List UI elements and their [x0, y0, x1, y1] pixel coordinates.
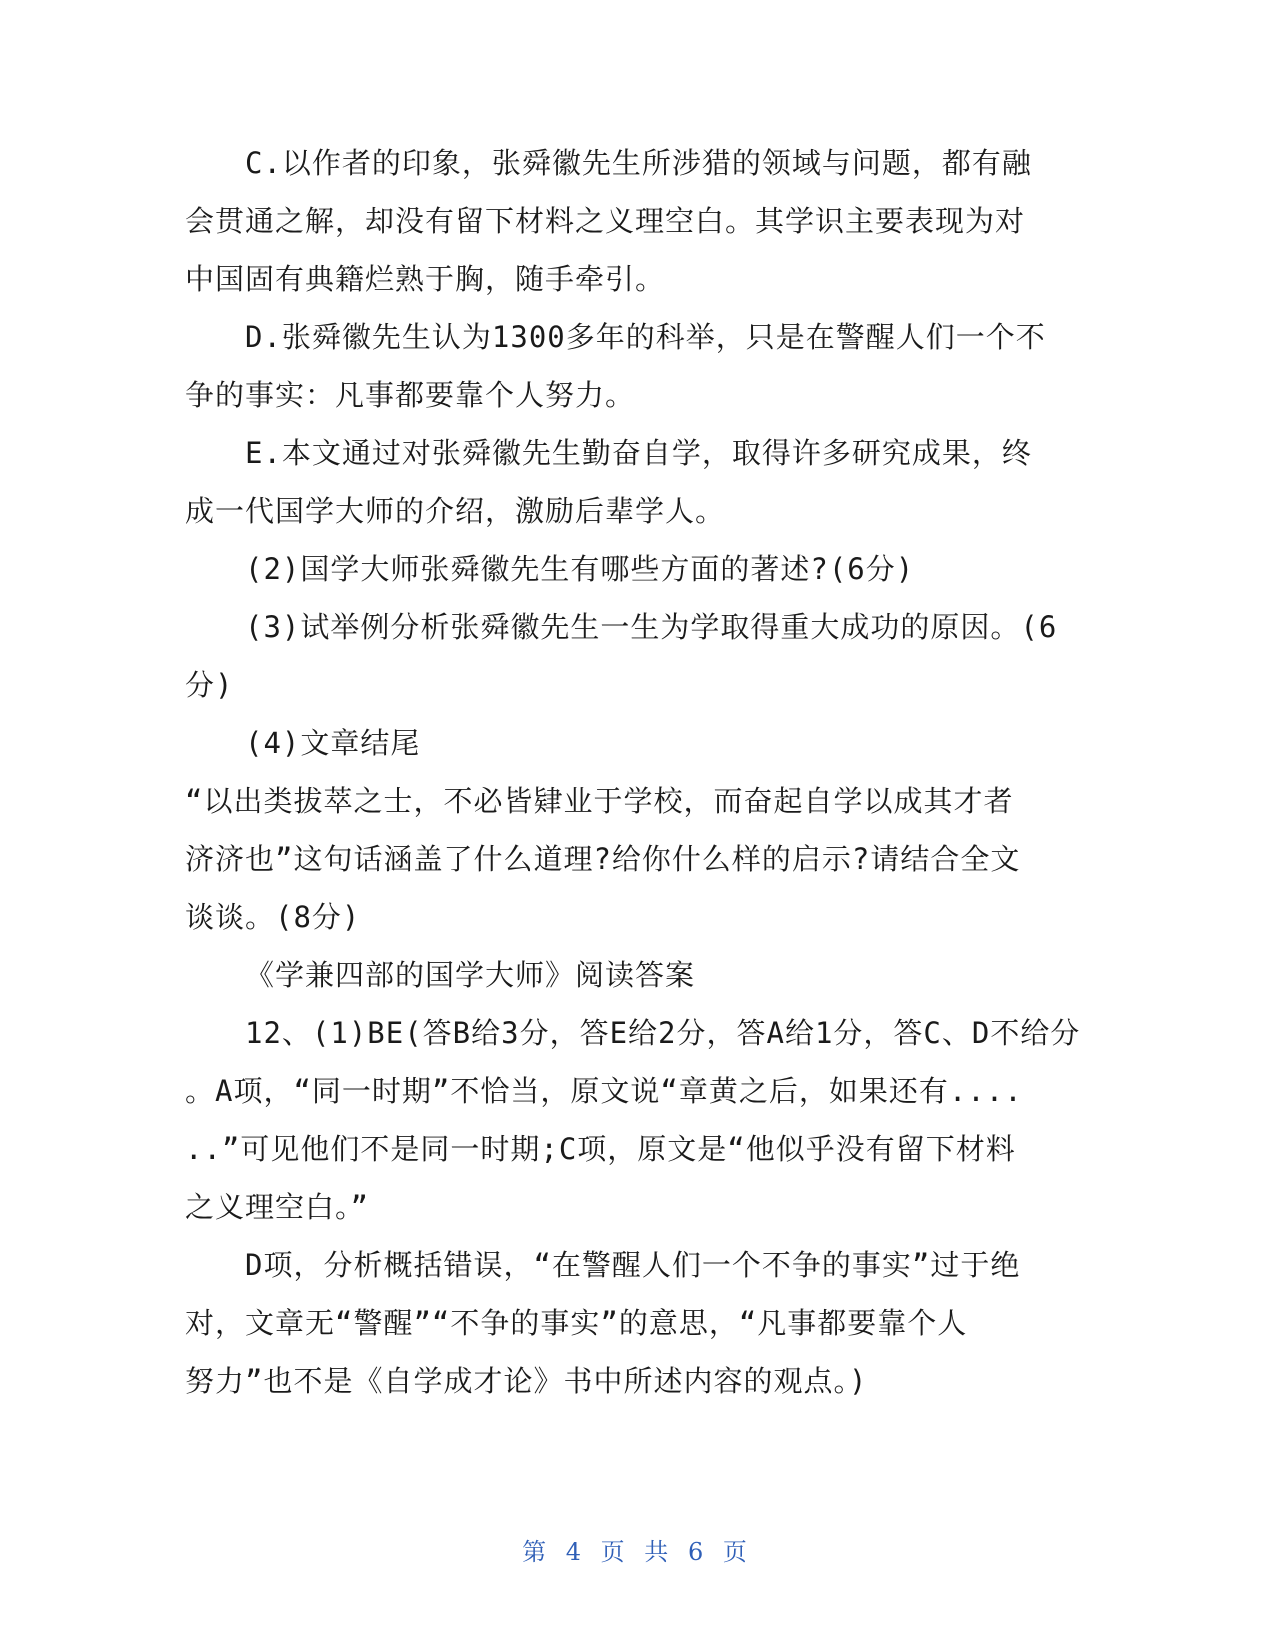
question-3-line-1: (3)试举例分析张舜徽先生一生为学取得重大成功的原因。(6: [245, 610, 1058, 644]
answer-12-line-2: 。A项，“同一时期”不恰当，原文说“章黄之后，如果还有....: [185, 1074, 1023, 1108]
answer-d-line-3: 努力”也不是《自学成才论》书中所述内容的观点。): [185, 1364, 868, 1398]
answer-heading: 《学兼四部的国学大师》阅读答案: [245, 958, 696, 992]
option-c-line-1: C.以作者的印象，张舜徽先生所涉猎的领域与问题，都有融: [245, 146, 1032, 180]
question-4-line-1: (4)文章结尾: [245, 726, 421, 760]
question-3-line-2: 分): [185, 668, 234, 702]
question-4-line-2: “以出类拔萃之士，不必皆肄业于学校，而奋起自学以成其才者: [185, 784, 1014, 818]
answer-d-line-1: D项，分析概括错误，“在警醒人们一个不争的事实”过于绝: [245, 1248, 1021, 1282]
answer-d-line-2: 对，文章无“警醒”“不争的事实”的意思，“凡事都要靠个人: [185, 1306, 968, 1340]
page-number-footer: 第 4 页 共 6 页: [522, 1538, 753, 1566]
answer-12-line-3: ..”可见他们不是同一时期;C项，原文是“他似乎没有留下材料: [185, 1132, 1016, 1166]
option-e-line-2: 成一代国学大师的介绍，激励后辈学人。: [185, 494, 726, 528]
option-d-line-1: D.张舜徽先生认为1300多年的科举，只是在警醒人们一个不: [245, 320, 1046, 354]
option-c-line-3: 中国固有典籍烂熟于胸，随手牵引。: [185, 262, 666, 296]
question-2: (2)国学大师张舜徽先生有哪些方面的著述?(6分): [245, 552, 915, 586]
answer-12-line-4: 之义理空白。”: [185, 1190, 369, 1224]
option-d-line-2: 争的事实：凡事都要靠个人努力。: [185, 378, 636, 412]
answer-12-line-1: 12、(1)BE(答B给3分，答E给2分，答A给1分，答C、D不给分: [245, 1016, 1081, 1050]
option-e-line-1: E.本文通过对张舜徽先生勤奋自学，取得许多研究成果，终: [245, 436, 1032, 470]
option-c-line-2: 会贯通之解，却没有留下材料之义理空白。其学识主要表现为对: [185, 204, 1026, 238]
question-4-line-4: 谈谈。(8分): [185, 900, 361, 934]
question-4-line-3: 济济也”这句话涵盖了什么道理?给你什么样的启示?请结合全文: [185, 842, 1021, 876]
